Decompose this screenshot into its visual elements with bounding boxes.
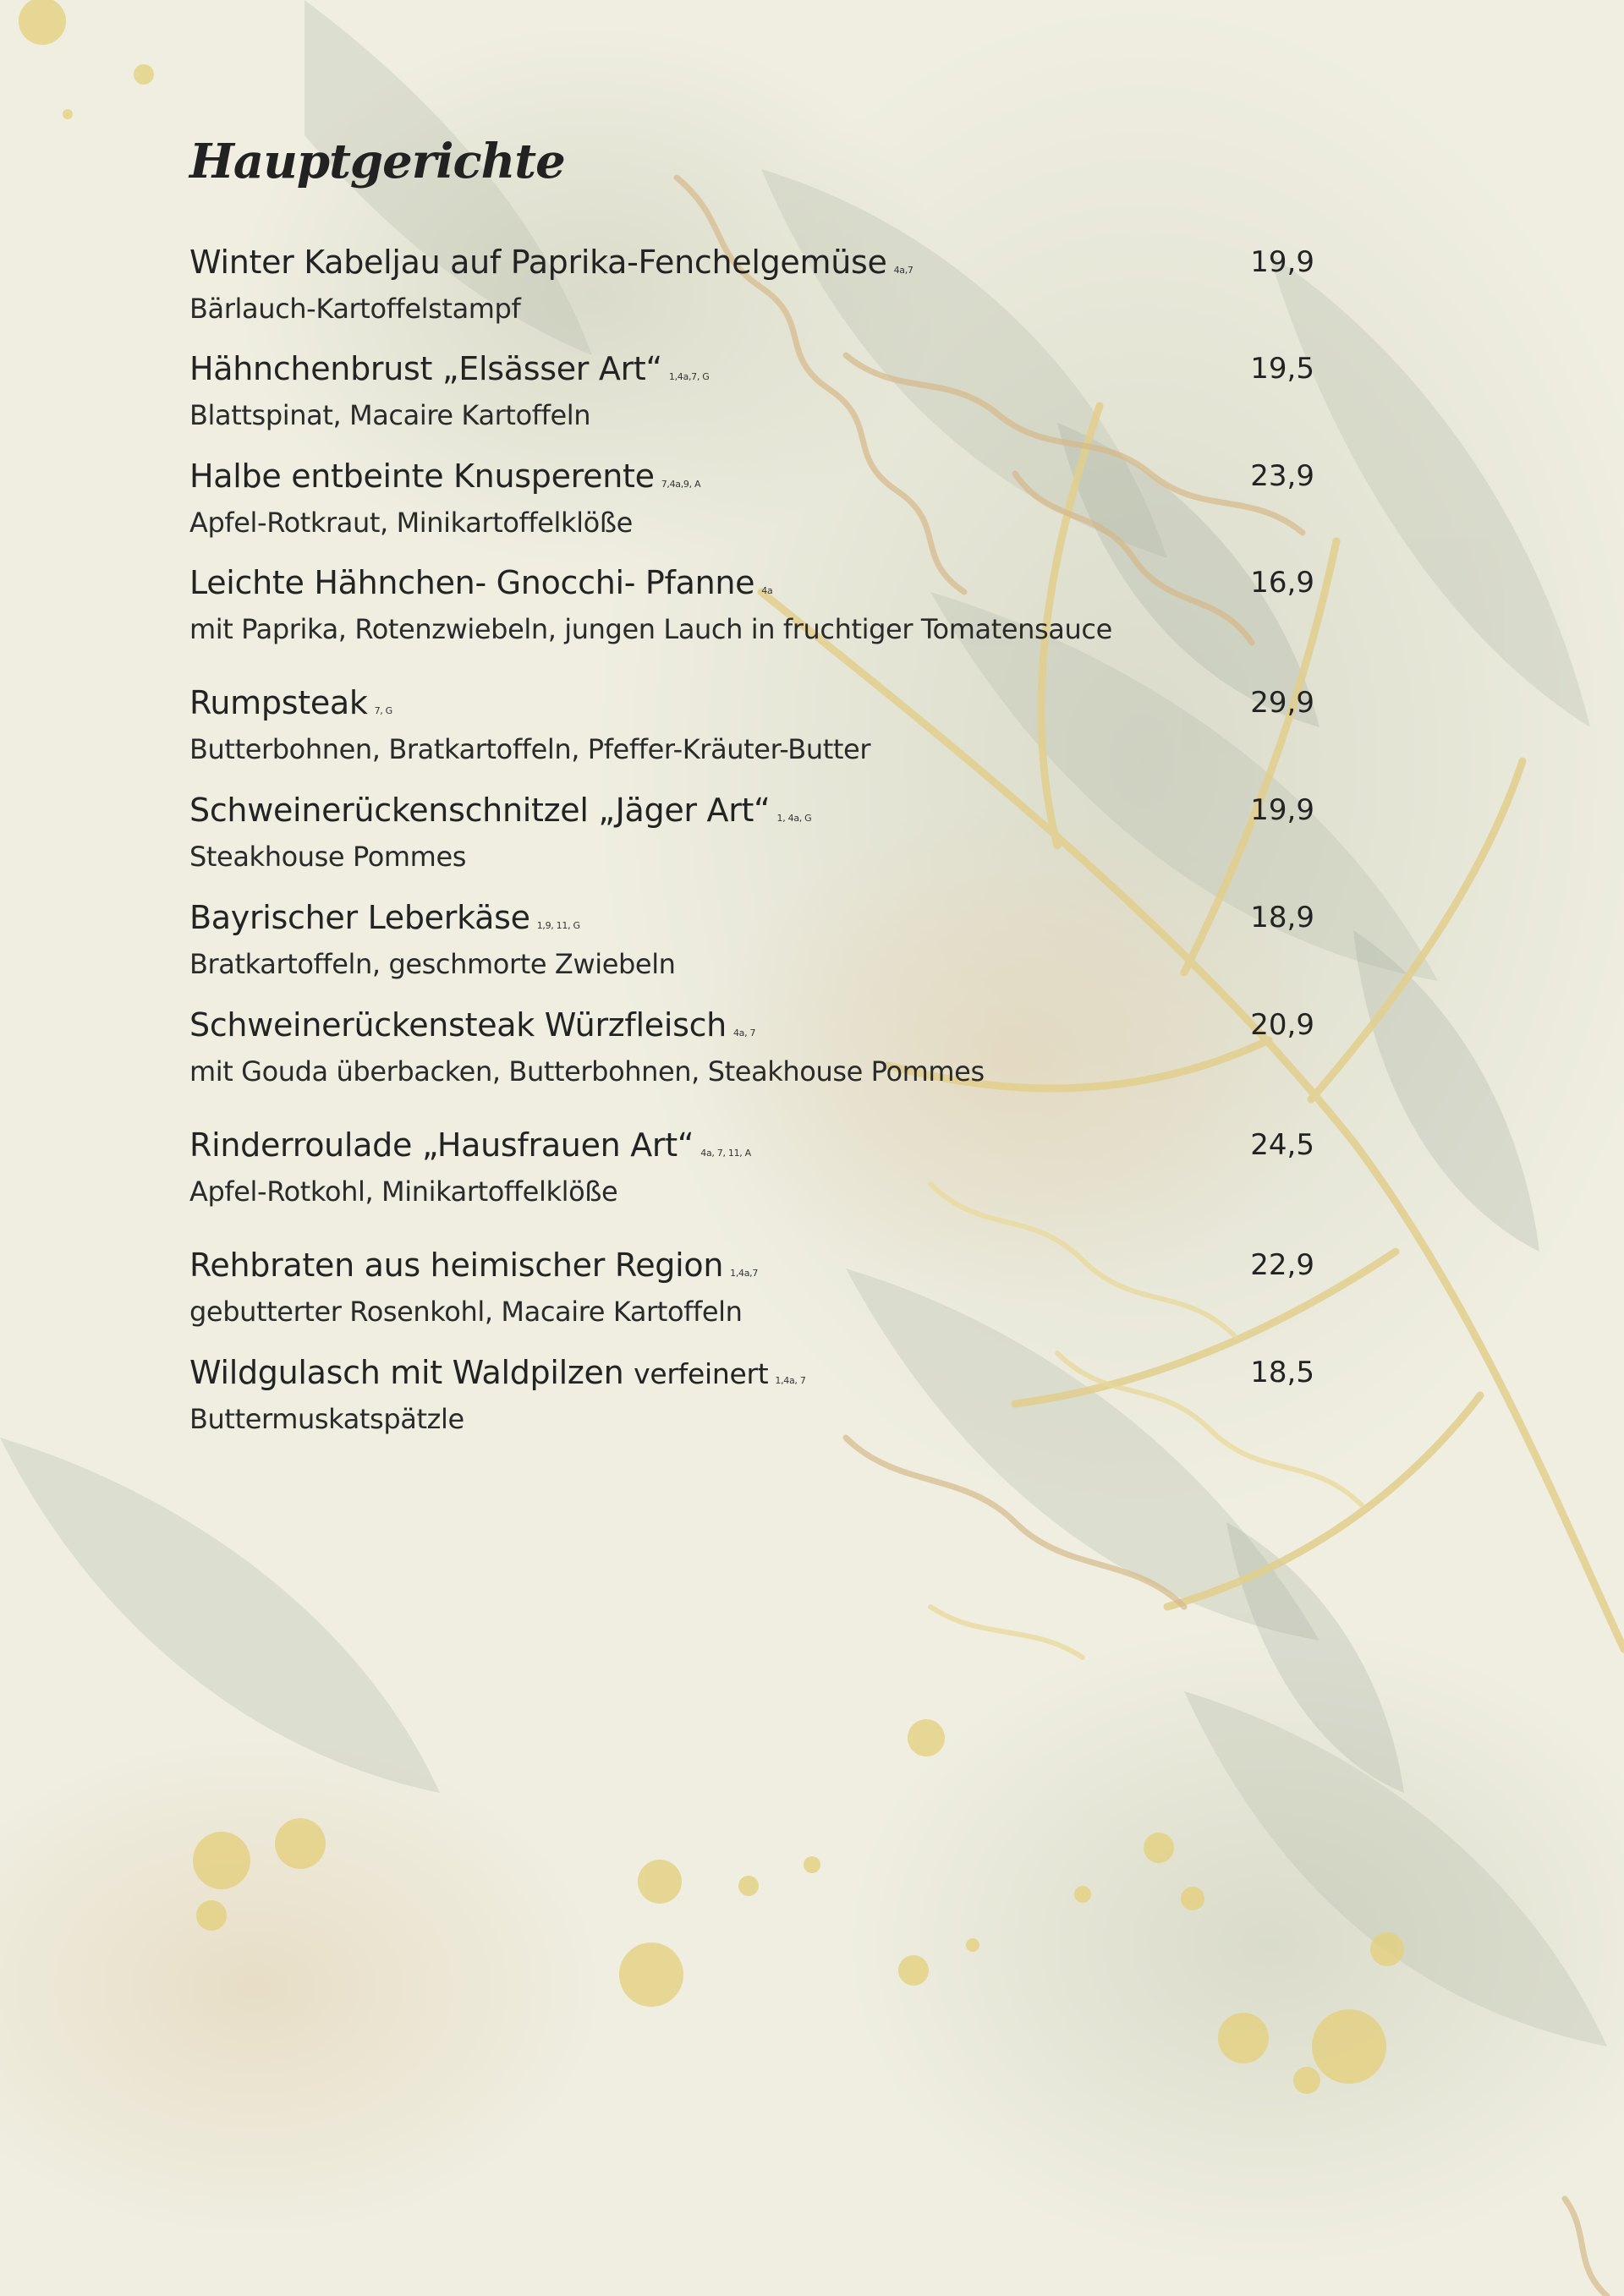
menu-item [189,349,1314,434]
dish-description: gebutterter Rosenkohl, Macaire Kartoffeln [189,1296,743,1328]
dish-description: Bärlauch-Kartoffelstampf [189,293,521,325]
menu-item [189,243,1314,327]
dish-price: 22,9 [1250,1248,1314,1282]
menu-item [189,683,1314,768]
allergen-codes: 4a, 7 [732,1027,756,1038]
dish-name-row [189,1126,1314,1173]
dish-name-row [189,683,1314,731]
allergen-codes: 1, 4a, G [776,813,812,824]
dish-price: 24,5 [1250,1128,1314,1162]
dish-name: Halbe entbeinte Knusperente [189,458,655,495]
menu-item [189,791,1314,875]
dish-description: Apfel-Rotkohl, Minikartoffelklöße [189,1175,618,1208]
dish-price: 18,5 [1250,1356,1314,1389]
dish-name-row [189,898,1314,945]
dish-price: 20,9 [1250,1008,1314,1042]
dish-price: 19,5 [1250,352,1314,386]
dish-description: Buttermuskatspätzle [189,1403,464,1435]
dish-name: Hähnchenbrust „Elsässer Art“ [189,350,662,387]
dish-name: Schweinerückensteak Würzfleisch [189,1006,727,1044]
dish-description: Steakhouse Pommes [189,841,466,873]
dish-name: Winter Kabeljau auf Paprika-Fenchelgemüse [189,244,887,281]
allergen-codes: 1,4a,7, G [668,371,710,382]
allergen-codes: 1,4a,7 [730,1268,759,1279]
dish-description: Butterbohnen, Bratkartoffeln, Pfeffer-Kräuter-Butter [189,733,871,765]
dish-name: Leichte Hähnchen- Gnocchi- Pfanne [189,564,755,601]
allergen-codes: 4a, 7, 11, A [700,1148,751,1159]
menu-item [189,1126,1314,1210]
dish-name-row [189,1006,1314,1053]
dish-description: mit Gouda überbacken, Butterbohnen, Steakhouse Pommes [189,1055,985,1088]
dish-price: 19,9 [1250,245,1314,279]
dish-name: Schweinerückenschnitzel „Jäger Art“ [189,792,771,829]
allergen-codes: 7,4a,9, A [661,479,701,490]
dish-name: Rinderroulade „Hausfrauen Art“ [189,1126,694,1164]
dish-price: 23,9 [1250,459,1314,493]
dish-name-row [189,457,1314,504]
dish-name-row [189,1353,1314,1400]
menu-item [189,1006,1314,1090]
dish-description: Blattspinat, Macaire Kartoffeln [189,399,591,431]
menu-item [189,563,1314,648]
dish-description: mit Paprika, Rotenzwiebeln, jungen Lauch in fruchtiger Tomatensauce [189,613,1112,645]
allergen-codes: 7, G [374,705,392,716]
dish-name-suffix: verfeinert [634,1357,769,1390]
dish-name-row [189,563,1314,611]
dish-name-row [189,791,1314,838]
dish-name: Bayrischer Leberkäse [189,899,530,936]
allergen-codes: 1,9, 11, G [536,920,580,931]
dish-price: 19,9 [1250,793,1314,827]
dish-name: Rehbraten aus heimischer Region [189,1247,724,1284]
allergen-codes: 4a [761,585,773,596]
dish-name-row [189,349,1314,397]
dish-name: Rumpsteak [189,684,368,721]
dish-name: Wildgulasch mit Waldpilzen [189,1354,624,1391]
dish-description: Apfel-Rotkraut, Minikartoffelklöße [189,507,633,539]
menu-item [189,457,1314,541]
dish-name-row [189,243,1314,290]
dish-price: 16,9 [1250,566,1314,600]
menu-item [189,1353,1314,1438]
allergen-codes: 1,4a, 7 [775,1375,806,1386]
dish-name-row [189,1246,1314,1293]
page-title: Hauptgerichte [189,134,565,189]
dish-price: 18,9 [1250,901,1314,934]
allergen-codes: 4a,7 [893,265,914,276]
menu-item [189,898,1314,983]
dish-price: 29,9 [1250,686,1314,720]
menu-item [189,1246,1314,1330]
dish-description: Bratkartoffeln, geschmorte Zwiebeln [189,948,676,980]
